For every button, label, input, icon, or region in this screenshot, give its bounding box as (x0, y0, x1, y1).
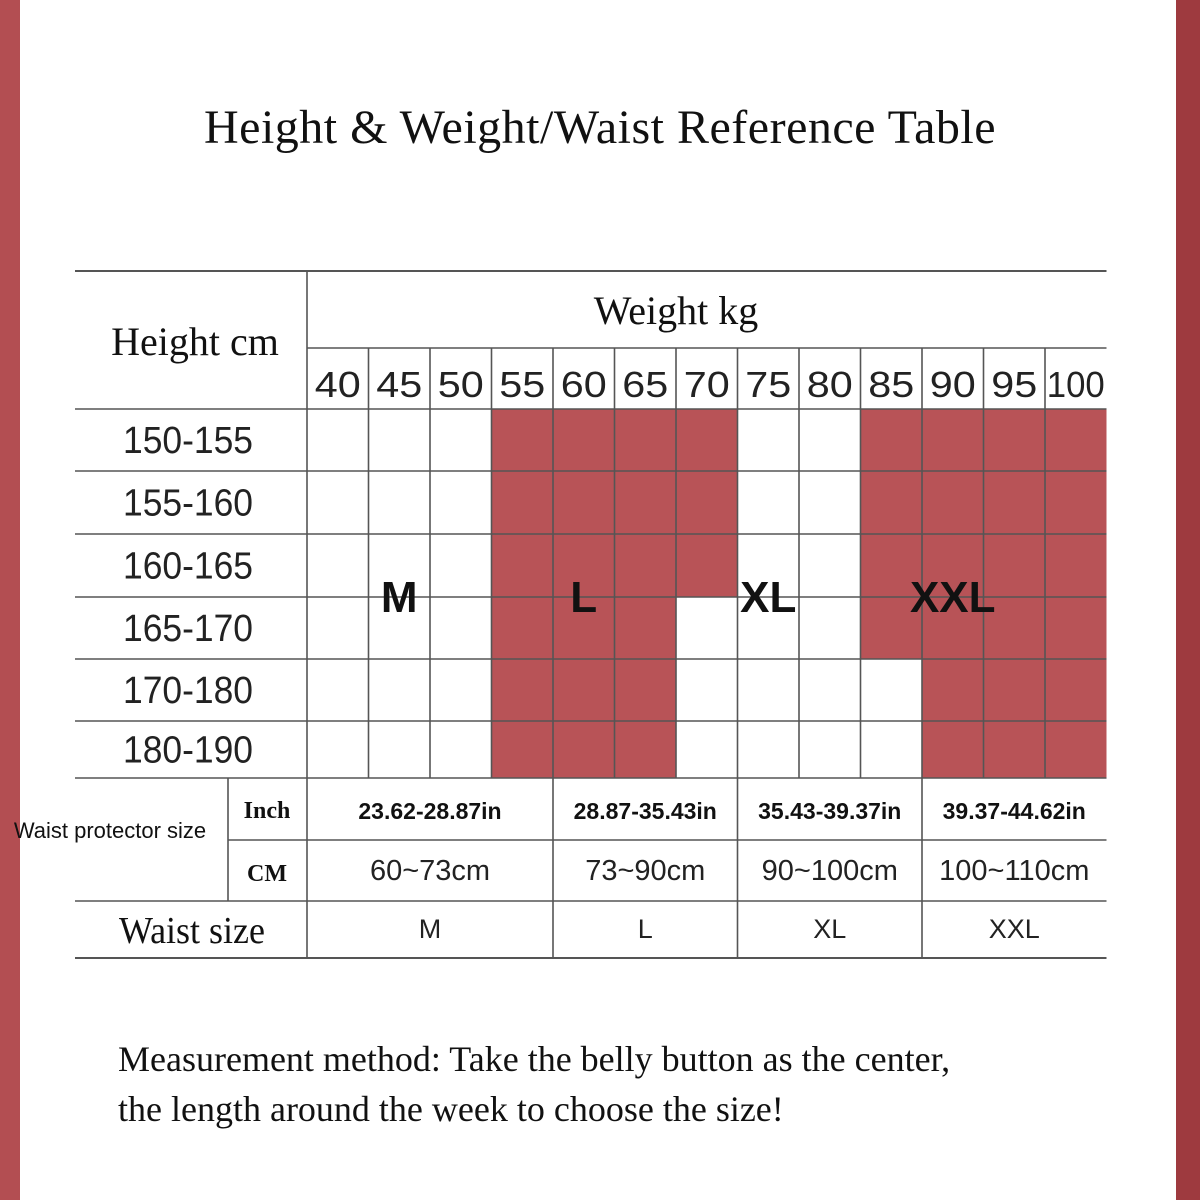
filled-cell (492, 721, 554, 778)
weight-label: 60 (560, 364, 607, 405)
size-label: XL (740, 573, 797, 622)
weight-label: 55 (499, 364, 546, 405)
waist-protector-label: Waist protector size (13, 818, 207, 843)
filled-cell (492, 409, 554, 471)
height-label: 165-170 (123, 608, 253, 650)
height-label: 170-180 (123, 670, 253, 712)
inch-value: 35.43-39.37in (758, 798, 902, 824)
waist-size-value: L (637, 914, 653, 944)
size-label: M (380, 573, 418, 622)
filled-cell (922, 471, 984, 534)
weight-label: 80 (806, 364, 853, 405)
weight-label: 75 (745, 364, 792, 405)
filled-cell (676, 471, 738, 534)
weight-header: Weight kg (593, 288, 759, 333)
filled-cell (615, 721, 677, 778)
filled-cell (1045, 534, 1107, 597)
cm-value: 90~100cm (761, 855, 898, 887)
weight-label: 100 (1046, 364, 1105, 405)
filled-cell (553, 659, 615, 721)
height-label: 180-190 (123, 729, 253, 772)
cm-label: CM (247, 861, 287, 887)
waist-size-label: Waist size (119, 910, 265, 952)
filled-cell (615, 534, 677, 597)
weight-label: 85 (868, 364, 915, 405)
filled-cell (615, 597, 677, 659)
cm-value: 73~90cm (585, 855, 706, 887)
filled-cell (492, 659, 554, 721)
weight-label: 50 (437, 364, 484, 405)
filled-cell (676, 534, 738, 597)
height-label: 155-160 (123, 482, 253, 525)
weight-label: 65 (622, 364, 669, 405)
weight-label: 90 (929, 364, 976, 405)
inch-value: 28.87-35.43in (573, 798, 717, 824)
filled-cell (615, 471, 677, 534)
cm-value: 100~110cm (939, 855, 1090, 887)
filled-cell (553, 409, 615, 471)
height-header: Height cm (111, 319, 279, 364)
measurement-method (118, 1034, 1118, 1134)
filled-cell (922, 659, 984, 721)
height-label: 150-155 (123, 420, 253, 462)
weight-label: 45 (376, 364, 423, 405)
filled-cell (984, 409, 1046, 471)
waist-size-value: XXL (988, 914, 1040, 944)
filled-cell (1045, 721, 1107, 778)
waist-size-value: XL (813, 914, 847, 944)
filled-cell (1045, 659, 1107, 721)
filled-cell (861, 471, 923, 534)
filled-cell (553, 471, 615, 534)
inch-value: 23.62-28.87in (358, 798, 502, 824)
page-title: Height & Weight/Waist Reference Table (203, 101, 997, 154)
height-label: 160-165 (123, 545, 253, 588)
filled-cell (861, 409, 923, 471)
cm-value: 60~73cm (369, 855, 491, 887)
filled-cell (1045, 409, 1107, 471)
measurement-method-line-2: the length around the week to choose the size! (118, 1089, 784, 1129)
filled-cell (922, 721, 984, 778)
filled-cell (492, 597, 554, 659)
filled-cell (922, 409, 984, 471)
waist-size-value: M (418, 914, 442, 944)
weight-label: 40 (314, 364, 361, 405)
filled-cell (984, 471, 1046, 534)
size-label: XXL (909, 573, 996, 622)
filled-cell (1045, 597, 1107, 659)
filled-cell (1045, 471, 1107, 534)
filled-cell (984, 659, 1046, 721)
inch-label: Inch (243, 798, 291, 824)
filled-cell (615, 409, 677, 471)
weight-label: 70 (683, 364, 730, 405)
filled-cell (553, 721, 615, 778)
size-label: L (570, 573, 598, 622)
filled-cell (492, 534, 554, 597)
filled-cell (984, 721, 1046, 778)
inch-value: 39.37-44.62in (942, 798, 1086, 824)
filled-cell (615, 659, 677, 721)
measurement-method-line-1: Measurement method: Take the belly button as the center, (118, 1039, 951, 1079)
weight-label: 95 (991, 364, 1038, 405)
filled-cell (492, 471, 554, 534)
filled-cell (676, 409, 738, 471)
